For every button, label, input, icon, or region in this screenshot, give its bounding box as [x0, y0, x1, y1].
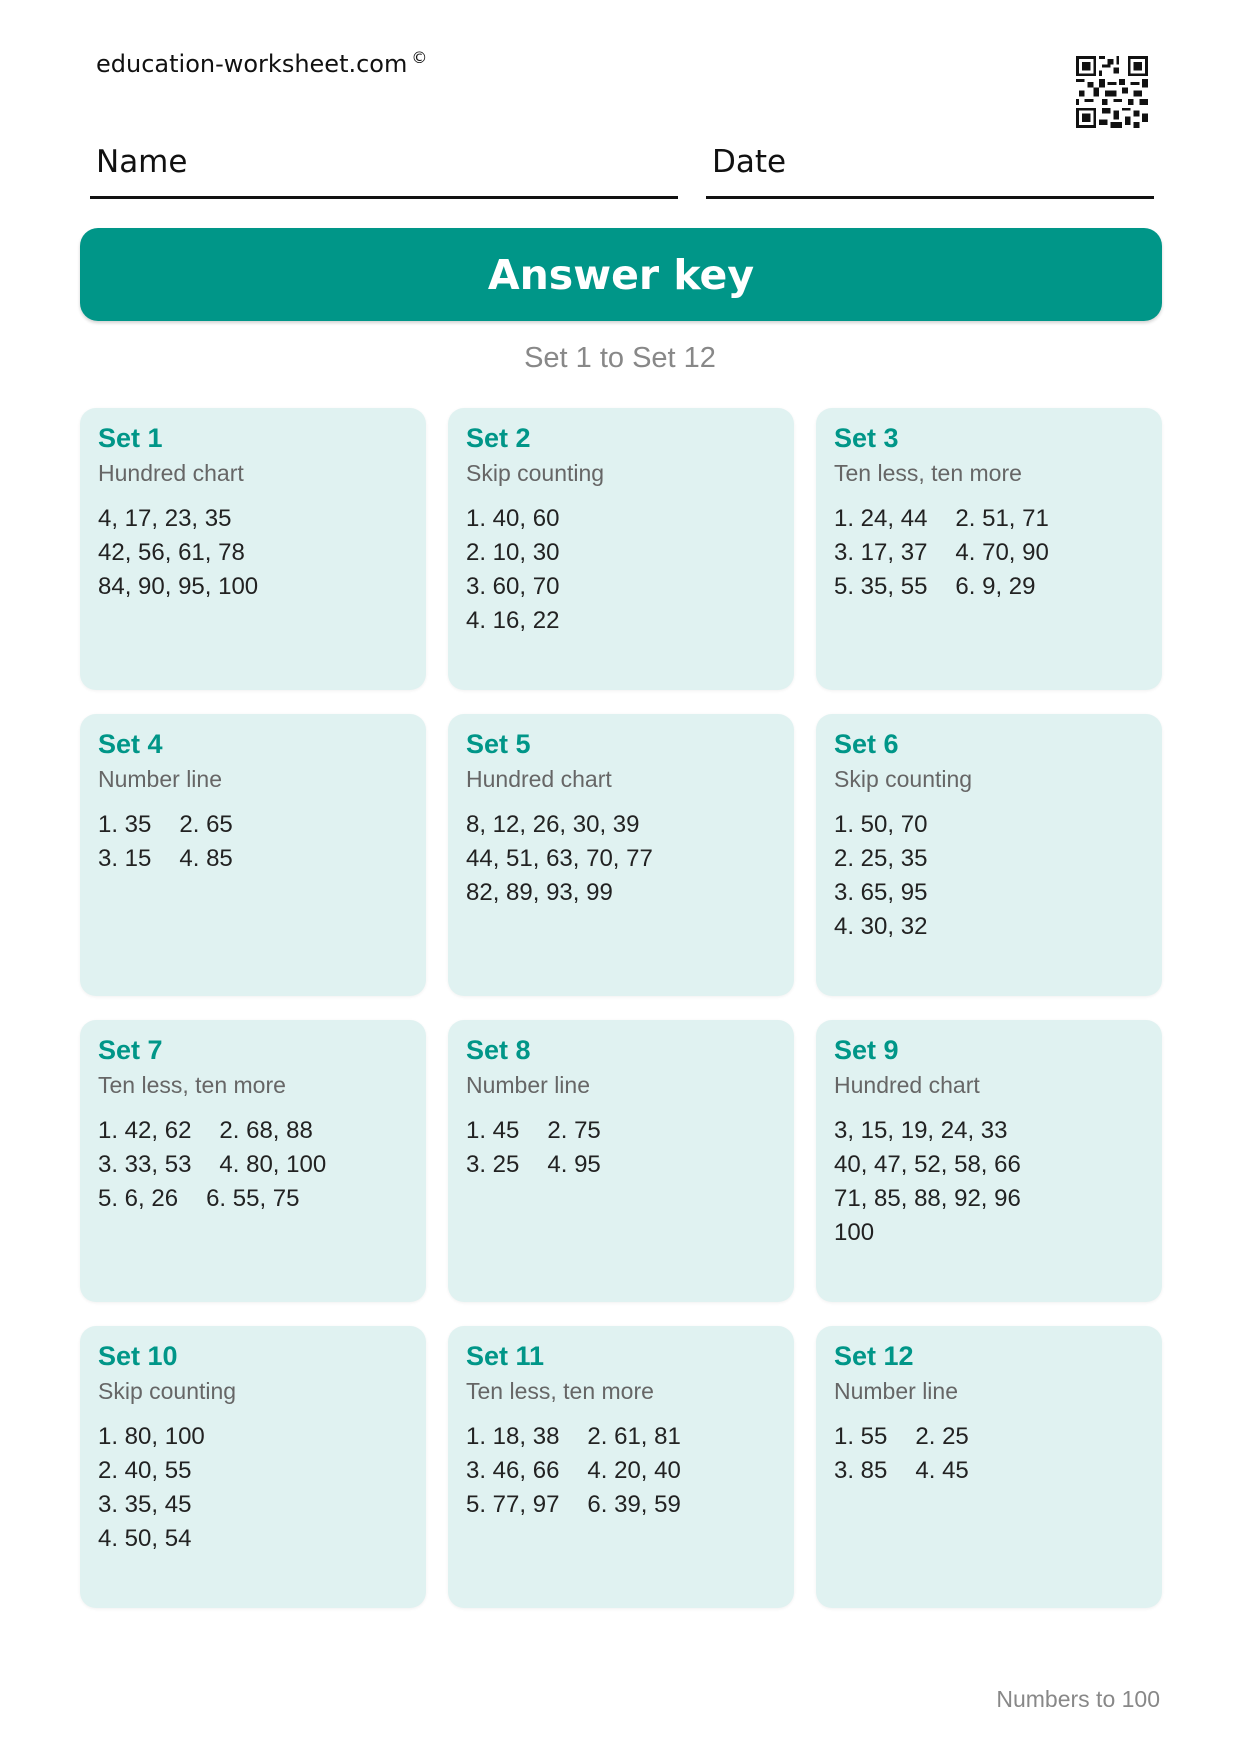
answer-line: [98, 1114, 408, 1148]
card-title: Set 3: [834, 423, 899, 453]
answer-item: 44, 51, 63, 70, 77: [466, 845, 653, 872]
answer-item: 3. 60, 70: [466, 573, 560, 600]
date-field[interactable]: [706, 140, 1154, 199]
answer-line: [834, 876, 1144, 910]
answer-line: [98, 1420, 408, 1454]
answer-item: 8, 12, 26, 30, 39: [466, 811, 640, 838]
answer-line: [98, 536, 408, 570]
answer-item: 1. 40, 60: [466, 505, 560, 532]
answer-item: 40, 47, 52, 58, 66: [834, 1151, 1021, 1178]
qr-code-icon: [1076, 56, 1148, 128]
site-url: education-worksheet.com: [96, 50, 408, 78]
answer-item: 3. 17, 37: [834, 539, 928, 566]
answer-card: [816, 714, 1162, 996]
answer-item: 82, 89, 93, 99: [466, 879, 613, 906]
answer-item: 4. 70, 90: [955, 539, 1049, 566]
answer-item: 6. 39, 59: [587, 1491, 681, 1518]
answer-item: 2. 25: [915, 1423, 969, 1450]
card-topic: Hundred chart: [98, 460, 244, 486]
answer-list: [98, 1114, 408, 1216]
card-topic: Ten less, ten more: [98, 1072, 286, 1098]
card-topic: Number line: [834, 1378, 958, 1404]
answer-item: 1. 42, 62: [98, 1117, 192, 1144]
answer-list: [466, 1420, 776, 1522]
card-title: Set 8: [466, 1035, 531, 1065]
card-topic: Hundred chart: [834, 1072, 980, 1098]
card-title: Set 4: [98, 729, 163, 759]
answer-line: [466, 842, 776, 876]
answer-item: 1. 50, 70: [834, 811, 928, 838]
answer-item: 84, 90, 95, 100: [98, 573, 259, 600]
answer-item: 3. 85: [834, 1457, 888, 1484]
answer-line: [466, 1114, 776, 1148]
answer-list: [466, 808, 776, 910]
answer-item: 3. 35, 45: [98, 1491, 192, 1518]
answer-item: 42, 56, 61, 78: [98, 539, 245, 566]
answer-item: 1. 18, 38: [466, 1423, 560, 1450]
answer-item: 5. 77, 97: [466, 1491, 560, 1518]
copyright-symbol: ©: [411, 48, 428, 67]
answer-line: [834, 570, 1144, 604]
answer-list: [466, 502, 776, 638]
answer-line: [98, 1148, 408, 1182]
answer-item: 3. 65, 95: [834, 879, 928, 906]
answer-line: [98, 1488, 408, 1522]
answer-item: 6. 55, 75: [206, 1185, 300, 1212]
answer-list: [834, 808, 1144, 944]
card-title: Set 10: [98, 1341, 178, 1371]
card-title: Set 2: [466, 423, 531, 453]
answer-item: 3. 25: [466, 1151, 520, 1178]
answer-line: [834, 808, 1144, 842]
answer-card: [80, 408, 426, 690]
answer-card: [80, 1326, 426, 1608]
answer-card: [816, 1020, 1162, 1302]
name-label: Name: [96, 144, 188, 180]
answer-card: [80, 1020, 426, 1302]
answer-card: [448, 1020, 794, 1302]
answer-item: 4. 80, 100: [219, 1151, 327, 1178]
card-title: Set 1: [98, 423, 163, 453]
answer-card: [448, 714, 794, 996]
answer-list: [834, 1420, 1144, 1488]
answer-item: 5. 6, 26: [98, 1185, 179, 1212]
answer-line: [466, 1454, 776, 1488]
answer-item: 2. 25, 35: [834, 845, 928, 872]
answer-card: [448, 408, 794, 690]
answer-line: [834, 1420, 1144, 1454]
answer-list: [98, 808, 408, 876]
answer-item: 3, 15, 19, 24, 33: [834, 1117, 1008, 1144]
card-topic: Skip counting: [834, 766, 973, 792]
answer-line: [834, 536, 1144, 570]
answer-line: [466, 604, 776, 638]
answer-line: [834, 1182, 1144, 1216]
answer-list: [834, 1114, 1144, 1250]
answer-line: [466, 536, 776, 570]
answer-item: 2. 75: [547, 1117, 601, 1144]
card-title: Set 9: [834, 1035, 899, 1065]
answer-line: [834, 1148, 1144, 1182]
answer-card: [816, 1326, 1162, 1608]
date-label: Date: [712, 144, 787, 180]
answer-line: [98, 842, 408, 876]
answer-line: [466, 1488, 776, 1522]
answer-card: [448, 1326, 794, 1608]
answer-item: 4, 17, 23, 35: [98, 505, 232, 532]
answer-item: 5. 35, 55: [834, 573, 928, 600]
card-topic: Ten less, ten more: [466, 1378, 654, 1404]
answer-line: [834, 1454, 1144, 1488]
card-topic: Ten less, ten more: [834, 460, 1022, 486]
answer-line: [98, 1182, 408, 1216]
answer-list: [466, 1114, 776, 1182]
answer-line: [98, 570, 408, 604]
answer-item: 71, 85, 88, 92, 96: [834, 1185, 1021, 1212]
answer-item: 2. 61, 81: [587, 1423, 681, 1450]
card-topic: Number line: [98, 766, 222, 792]
footer-topic: Numbers to 100: [996, 1686, 1160, 1712]
answer-item: 1. 35: [98, 811, 152, 838]
answer-item: 1. 45: [466, 1117, 520, 1144]
answer-card: [80, 714, 426, 996]
answer-line: [466, 876, 776, 910]
answer-key-banner: [80, 228, 1162, 321]
card-topic: Skip counting: [466, 460, 605, 486]
answer-item: 1. 80, 100: [98, 1423, 205, 1450]
answer-item: 4. 16, 22: [466, 607, 560, 634]
answer-list: [98, 1420, 408, 1556]
answer-item: 2. 40, 55: [98, 1457, 192, 1484]
answer-line: [466, 570, 776, 604]
answer-item: 2. 51, 71: [955, 505, 1049, 532]
answer-line: [98, 808, 408, 842]
answer-item: 4. 20, 40: [587, 1457, 681, 1484]
card-topic: Skip counting: [98, 1378, 237, 1404]
answer-line: [466, 808, 776, 842]
answer-line: [98, 1522, 408, 1556]
answer-line: [834, 1114, 1144, 1148]
answer-grid: [80, 408, 1162, 1608]
answer-item: 3. 15: [98, 845, 152, 872]
answer-card: [816, 408, 1162, 690]
answer-item: 1. 24, 44: [834, 505, 928, 532]
card-topic: Hundred chart: [466, 766, 612, 792]
banner-title: Answer key: [487, 250, 755, 299]
card-title: Set 6: [834, 729, 899, 759]
answer-item: 2. 68, 88: [219, 1117, 313, 1144]
answer-line: [98, 1454, 408, 1488]
answer-item: 4. 30, 32: [834, 913, 928, 940]
answer-line: [466, 1148, 776, 1182]
card-title: Set 12: [834, 1341, 914, 1371]
answer-list: [98, 502, 408, 604]
answer-item: 4. 50, 54: [98, 1525, 192, 1552]
answer-line: [834, 1216, 1144, 1250]
card-title: Set 7: [98, 1035, 163, 1065]
answer-item: 2. 65: [179, 811, 233, 838]
answer-item: 3. 46, 66: [466, 1457, 560, 1484]
answer-line: [466, 502, 776, 536]
answer-item: 6. 9, 29: [955, 573, 1036, 600]
answer-list: [834, 502, 1144, 604]
answer-item: 4. 95: [547, 1151, 601, 1178]
card-title: Set 11: [466, 1341, 545, 1371]
answer-item: 4. 85: [179, 845, 233, 872]
answer-item: 2. 10, 30: [466, 539, 560, 566]
answer-item: 100: [834, 1219, 875, 1246]
page-subtitle: Set 1 to Set 12: [524, 342, 716, 374]
answer-line: [98, 502, 408, 536]
card-title: Set 5: [466, 729, 531, 759]
answer-item: 4. 45: [915, 1457, 969, 1484]
name-field[interactable]: [90, 140, 678, 199]
answer-line: [834, 502, 1144, 536]
answer-item: 3. 33, 53: [98, 1151, 192, 1178]
answer-line: [834, 842, 1144, 876]
answer-item: 1. 55: [834, 1423, 888, 1450]
card-topic: Number line: [466, 1072, 590, 1098]
answer-line: [834, 910, 1144, 944]
site-name: [96, 48, 427, 78]
answer-line: [466, 1420, 776, 1454]
